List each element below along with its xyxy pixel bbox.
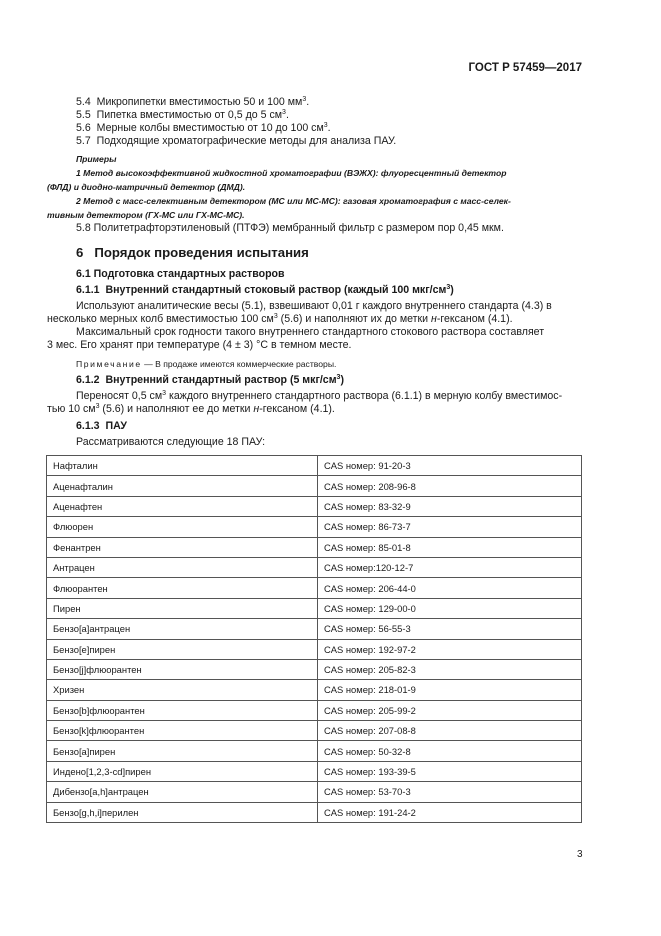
table-row <box>47 782 582 802</box>
cas-number-cell: CAS номер: 191-24-2 <box>318 802 582 822</box>
pah-name-cell: Нафталин <box>47 456 318 476</box>
pah-name-cell: Бензо[j]флюорантен <box>47 659 318 679</box>
paragraph-line: несколько мерных колб вместимостью 100 $см^3$ (5.6) и наполняют их до метки н-гексаном (4.1). <box>47 313 513 325</box>
paragraph-line: Рассматриваются следующие 18 ПАУ: <box>76 436 266 448</box>
table-row <box>47 598 582 618</box>
table-row <box>47 741 582 761</box>
pah-name-cell: Бензо[k]флюорантен <box>47 721 318 741</box>
examples-title: Примеры <box>76 154 117 164</box>
table-row <box>47 496 582 516</box>
pah-name-cell: Дибензо[а,h]антрацен <box>47 782 318 802</box>
cas-number-cell: CAS номер: 83-32-9 <box>318 496 582 516</box>
table-row <box>47 700 582 720</box>
paragraph-line: 3 мес. Его хранят при температуре (4 ± 3) °С в темном месте. <box>47 339 352 351</box>
example-1-line-1: 1 Метод высокоэффективной жидкостной хроматографии (ВЭЖХ): флуоресцентный детектор <box>76 168 507 178</box>
table-row <box>47 456 582 476</box>
table-row <box>47 721 582 741</box>
pah-name-cell: Аценафталин <box>47 476 318 496</box>
pah-name-cell: Антрацен <box>47 557 318 577</box>
table-row <box>47 802 582 822</box>
pah-name-cell: Индено[1,2,3-cd]пирен <box>47 761 318 781</box>
cas-number-cell: CAS номер: 85-01-8 <box>318 537 582 557</box>
document-code-header: ГОСТ Р 57459—2017 <box>468 62 582 74</box>
subsection-heading-6-1: 6.1 Подготовка стандартных растворов <box>76 268 285 280</box>
cas-number-cell: CAS номер: 205-82-3 <box>318 659 582 679</box>
cas-number-cell: CAS номер: 208-96-8 <box>318 476 582 496</box>
page-number: 3 <box>577 849 583 860</box>
subsection-heading-6-1-3: 6.1.3 ПАУ <box>76 420 127 432</box>
subsection-heading-6-1-1: 6.1.1 Внутренний стандартный стоковый раствор (каждый 100 мкг/$см^3$) <box>76 284 454 296</box>
pah-table <box>46 455 582 823</box>
cas-number-cell: CAS номер: 50-32-8 <box>318 741 582 761</box>
pah-name-cell: Аценафтен <box>47 496 318 516</box>
paragraph-line: Максимальный срок годности такого внутреннего стандартного стокового раствора составляет <box>76 326 545 338</box>
paragraph-line: тью 10 $см^3$ (5.6) и наполняют ее до метки н-гексаном (4.1). <box>47 403 335 415</box>
table-row <box>47 680 582 700</box>
cas-number-cell: CAS номер: 86-73-7 <box>318 517 582 537</box>
list-item-5-8: 5.8 Политетрафторэтиленовый (ПТФЭ) мембранный фильтр с размером пор 0,45 мкм. <box>76 222 504 234</box>
example-2-line-2: тивным детектором (ГХ-МС или ГХ-МС-МС). <box>47 210 245 220</box>
table-row <box>47 517 582 537</box>
cas-number-cell: CAS номер: 129-00-0 <box>318 598 582 618</box>
paragraph-line: Используют аналитические весы (5.1), взвешивают 0,01 г каждого внутреннего стандарта (4.3) в <box>76 300 552 312</box>
pah-name-cell: Пирен <box>47 598 318 618</box>
cas-number-cell: CAS номер: 206-44-0 <box>318 578 582 598</box>
cas-number-cell: CAS номер: 53-70-3 <box>318 782 582 802</box>
list-item: 5.5 Пипетка вместимостью от 0,5 до 5 $см^3$. <box>76 109 289 121</box>
table-row <box>47 476 582 496</box>
cas-number-cell: CAS номер: 207-08-8 <box>318 721 582 741</box>
cas-number-cell: CAS номер: 218-01-9 <box>318 680 582 700</box>
table-row <box>47 537 582 557</box>
cas-number-cell: CAS номер: 91-20-3 <box>318 456 582 476</box>
pah-name-cell: Флюорен <box>47 517 318 537</box>
cas-number-cell: CAS номер: 56-55-3 <box>318 619 582 639</box>
table-row <box>47 557 582 577</box>
example-2-line-1: 2 Метод с масс-селективным детектором (МС или МС-МС): газовая хроматография с масс-селек- <box>76 196 511 206</box>
table-row <box>47 659 582 679</box>
table-row <box>47 639 582 659</box>
cas-number-cell: CAS номер: 192-97-2 <box>318 639 582 659</box>
cas-number-cell: CAS номер:120-12-7 <box>318 557 582 577</box>
pah-name-cell: Бензо[g,h,i]перилен <box>47 802 318 822</box>
pah-name-cell: Бензо[а]пирен <box>47 741 318 761</box>
example-1-line-2: (ФЛД) и диодно-матричный детектор (ДМД). <box>47 182 246 192</box>
list-item: 5.6 Мерные колбы вместимостью от 10 до 100 $см^3$. <box>76 122 331 134</box>
pah-name-cell: Бензо[а]антрацен <box>47 619 318 639</box>
table-row <box>47 619 582 639</box>
pah-name-cell: Хризен <box>47 680 318 700</box>
note: Примечание — В продаже имеются коммерческие растворы. <box>76 359 337 369</box>
paragraph-line: Переносят 0,5 $см^3$ каждого внутреннего стандартного раствора (6.1.1) в мерную колбу вместимос- <box>76 390 563 402</box>
pah-name-cell: Бензо[е]пирен <box>47 639 318 659</box>
subsection-heading-6-1-2: 6.1.2 Внутренний стандартный раствор (5 мкг/$см^3$) <box>76 374 344 386</box>
cas-number-cell: CAS номер: 205-99-2 <box>318 700 582 720</box>
table-row <box>47 761 582 781</box>
list-item: 5.7 Подходящие хроматографические методы для анализа ПАУ. <box>76 135 397 147</box>
section-heading: 6 Порядок проведения испытания <box>76 245 309 260</box>
table-row <box>47 578 582 598</box>
cas-number-cell: CAS номер: 193-39-5 <box>318 761 582 781</box>
pah-name-cell: Фенантрен <box>47 537 318 557</box>
list-item: 5.4 Микропипетки вместимостью 50 и 100 $мм^3$. <box>76 96 310 108</box>
pah-name-cell: Бензо[b]флюорантен <box>47 700 318 720</box>
pah-name-cell: Флюорантен <box>47 578 318 598</box>
